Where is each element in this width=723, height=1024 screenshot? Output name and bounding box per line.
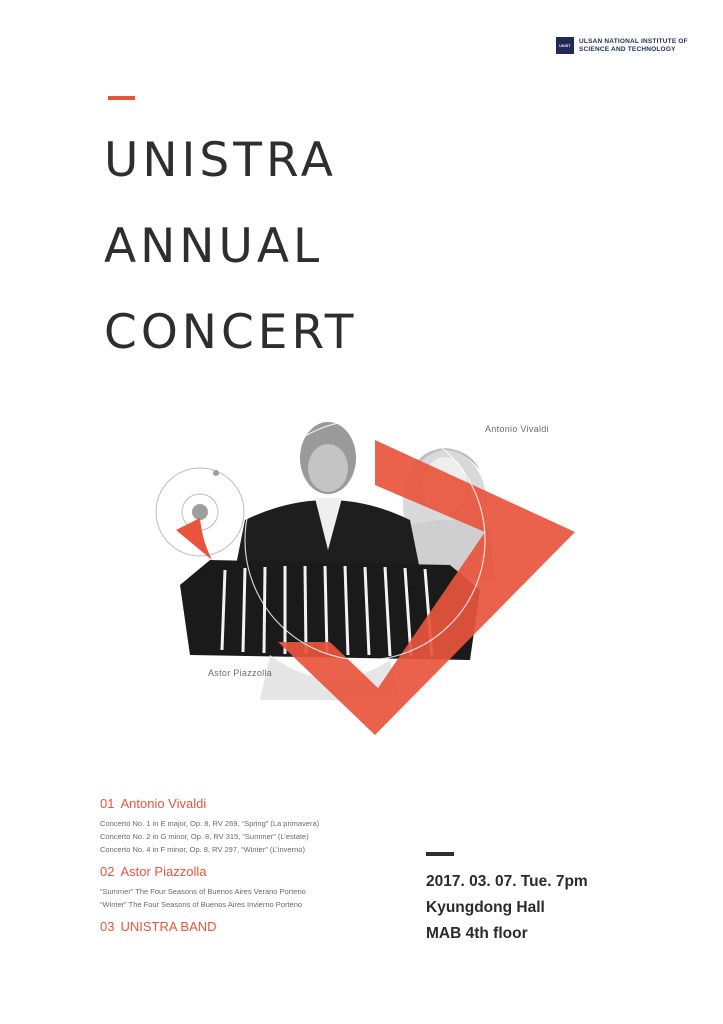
program-composer: Antonio Vivaldi <box>120 796 207 811</box>
program-item <box>100 919 400 934</box>
orbit-dot-center <box>192 504 208 520</box>
logo-line-1: ULSAN NATIONAL INSTITUTE OF <box>579 37 688 45</box>
program-piece: “Winter” The Four Seasons of Buenos Aires Invierno Porteno <box>100 900 303 909</box>
composer-artwork <box>150 410 590 750</box>
event-floor: MAB 4th floor <box>426 925 528 942</box>
orbit-dot-small <box>213 470 219 476</box>
title-line-2: ANNUAL <box>104 219 324 274</box>
program-item <box>100 796 400 856</box>
caption-piazzolla: Astor Piazzolla <box>208 668 273 678</box>
event-details <box>426 869 588 947</box>
event-accent-bar <box>426 852 454 856</box>
program-number: 02 <box>100 864 115 879</box>
program-piece: Concerto No. 1 in E major, Op. 8, RV 269, “Spring” (La primavera) <box>100 819 320 828</box>
program-list <box>100 796 400 942</box>
logo-line-2: SCIENCE AND TECHNOLOGY <box>579 45 676 53</box>
caption-vivaldi: Antonio Vivaldi <box>485 424 549 434</box>
title-line-3: CONCERT <box>104 305 358 360</box>
program-heading <box>100 864 400 879</box>
program-number: 01 <box>100 796 115 811</box>
unist-logo <box>556 37 688 54</box>
program-heading <box>100 796 400 811</box>
program-piece: “Summer” The Four Seasons of Buenos Aires Verano Porteno <box>100 887 306 896</box>
poster-title <box>104 118 357 376</box>
program-heading <box>100 919 400 934</box>
event-date: 2017. 03. 07. Tue. 7pm <box>426 873 588 890</box>
unist-logo-text <box>579 38 688 54</box>
program-composer: UNISTRA BAND <box>120 919 217 934</box>
program-item <box>100 864 400 911</box>
title-line-1: UNISTRA <box>104 133 337 188</box>
event-venue: Kyungdong Hall <box>426 899 545 916</box>
piazzolla-portrait <box>235 422 420 570</box>
program-piece: Concerto No. 4 in F minor, Op. 8, RV 297, “Winter” (L’inverno) <box>100 845 305 854</box>
program-piece: Concerto No. 2 in G minor, Op. 8, RV 315, “Summer” (L’estate) <box>100 832 309 841</box>
program-composer: Astor Piazzolla <box>120 864 207 879</box>
title-accent-bar <box>108 96 135 100</box>
program-number: 03 <box>100 919 115 934</box>
orange-swoosh <box>176 518 212 560</box>
unist-logo-mark: UNIST <box>556 37 574 54</box>
